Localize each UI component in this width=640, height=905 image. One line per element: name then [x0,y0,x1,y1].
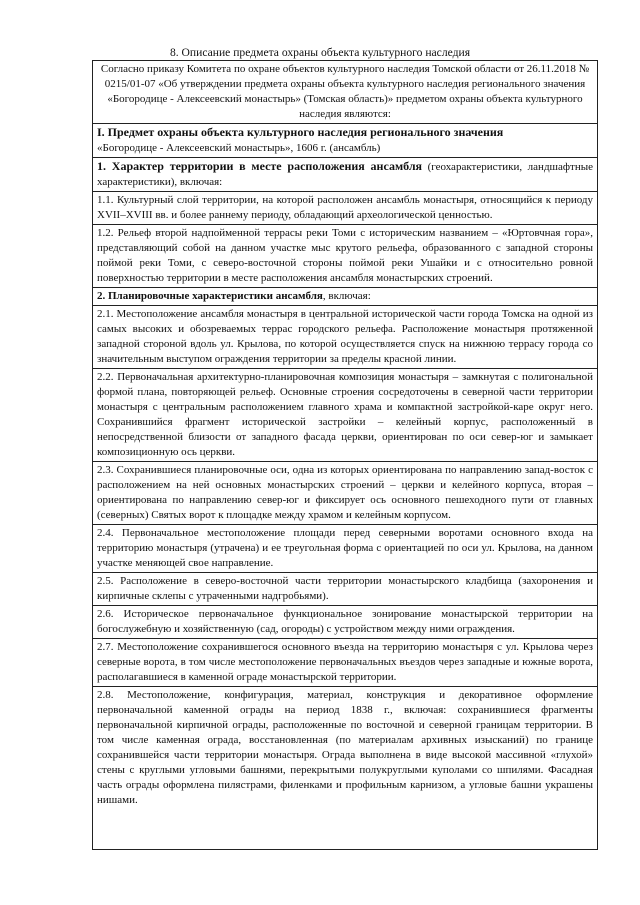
part-2-heading [93,288,597,306]
section-1-heading [93,124,597,158]
page-heading: 8. Описание предмета охраны объекта культурного наследия [169,46,471,59]
part-1-title: 1. Характер территории в месте расположения ансамбля [97,159,423,173]
protection-subject-table [92,60,598,850]
item-2-2: 2.2. Первоначальная архитектурно-планировочная композиция монастыря – замкнутая с полигональной формой плана, повторяющей рельеф. Основные строения сосредоточены в северной части территории монастыря с центральным расположением главного храма и компактной застройкой-каре округ него. Сохранившийся фрагмент исторической застройки – келейный корпус, расположенный в непосредственной близости от западного фасада церкви, ориентирован по оси север-юг и замыкает композиционную ось церкви. [93,369,597,462]
item-2-5: 2.5. Расположение в северо-восточной части территории монастырского кладбища (захоронения и кирпичные склепы с утраченными надгробьями). [93,573,597,606]
item-2-6: 2.6. Историческое первоначальное функциональное зонирование монастырской территории на богослужебную и хозяйственную (сад, огороды) с устройством между ними ограждения. [93,606,597,639]
item-2-1: 2.1. Местоположение ансамбля монастыря в центральной исторической части города Томска на одной из самых высоких и обозреваемых террас городского рельефа. Расположение монастыря протяженной западной стороной вдоль ул. Крылова, по которой осуществляется спуск на нижнюю террасу города со значительным выступом ограждения территории за пределы красной линии. [93,306,597,369]
intro-paragraph: Согласно приказу Комитета по охране объектов культурного наследия Томской области от 26.11.2018 № 0215/01-07 «Об утверждении предмета охраны объекта культурного наследия регионального значения «Богородице - Алексеевский монастырь» (Томская область)» предметом охраны объекта культурного наследия являются: [93,61,597,124]
part-2-title-rest: , включая: [322,290,371,302]
section-1-subtitle: «Богородице - Алексеевский монастырь», 1606 г. (ансамбль) [97,142,381,154]
item-1-1: 1.1. Культурный слой территории, на которой расположен ансамбль монастыря, относящийся к периоду XVII–XVIII вв. и более раннему периоду, обладающий археологической ценностью. [93,192,597,225]
part-1-title-rest: (геохарактеристики, ландшафтные характеристики), включая: [97,161,593,188]
section-1-title: I. Предмет охраны объекта культурного наследия регионального значения [97,125,504,139]
item-1-2: 1.2. Рельеф второй надпойменной террасы реки Томи с историческим названием – «Юртовчная гора», представляющий собой на данном участке мыс крутого рельефа, образованного с западной стороны поймой реки Томи, с северо-восточной стороны поймой реки Ушайки и с относительно ровной поверхностью территории в месте расположения ансамбля монастырских строений. [93,225,597,288]
part-2-title: 2. Планировочные характеристики ансамбля [97,290,323,302]
part-1-heading [93,158,597,192]
item-2-4: 2.4. Первоначальное местоположение площади перед северными воротами основного входа на территорию монастыря (утрачена) и ее треугольная форма с ориентацией по оси ул. Крылова, на данном участке меняющей свое направление. [93,525,597,573]
item-2-7: 2.7. Местоположение сохранившегося основного въезда на территорию монастыря с ул. Крылова через северные ворота, в том числе местоположение первоначальных въездов через западные и южные ворота, располагавшиеся в каменной ограде монастырской территории. [93,639,597,687]
item-2-8: 2.8. Местоположение, конфигурация, материал, конструкция и декоративное оформление первоначальной каменной ограды на период 1838 г., включая: сохранившиеся фрагменты первоначальной кирпичной ограды, расположенные по восточной и северной границам территории. В том числе каменная ограда, восстановленная (по материалам архивных изысканий) по границе сохранившейся части территории монастыря. Ограда выполнена в виде высокой массивной «глухой» стены с круглыми угловыми башнями, перекрытыми полукруглыми куполами со шпилями. Фасадная часть ограды оформлена пилястрами, филенками и профильным карнизом, а угловые башни украшены нишами. [97,689,593,806]
item-2-3: 2.3. Сохранившиеся планировочные оси, одна из которых ориентирована по направлению запад-восток с расположением на ней основных монастырских строений – церкви и келейного корпуса, вторая – ориентирована по направлению север-юг и фиксирует ось основного пешеходного пути от главных (северных) Святых ворот к площадке между храмом и келейным корпусом. [93,462,597,525]
